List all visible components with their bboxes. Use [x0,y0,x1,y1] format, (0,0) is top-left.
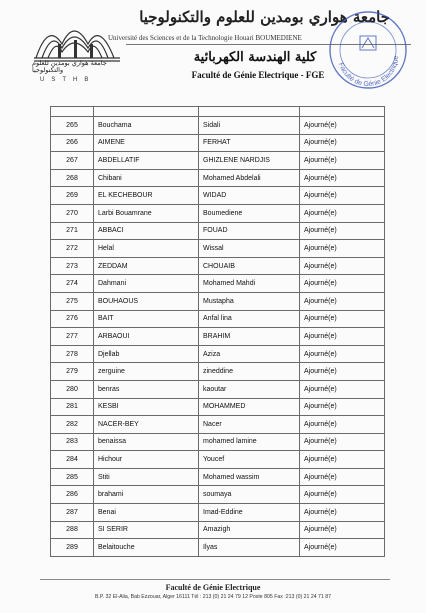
table-row [51,328,385,346]
table-row [51,398,385,416]
row-number: 289 [51,539,94,557]
result-cell: Ajourné(e) [300,363,385,381]
table-row [51,204,385,222]
last-name-cell: Helal [94,240,199,258]
table-row [51,468,385,486]
first-name-cell: Ilyas [199,539,300,557]
first-name-cell: zineddine [199,363,300,381]
result-cell: Ajourné(e) [300,222,385,240]
last-name-cell: Benai [94,504,199,522]
result-cell: Ajourné(e) [300,380,385,398]
table-row [51,486,385,504]
last-name-cell: Stiti [94,468,199,486]
first-name-cell: CHOUAIB [199,257,300,275]
first-name-cell: Anfal lina [199,310,300,328]
usthb-logo [28,14,126,84]
result-cell: Ajourné(e) [300,187,385,205]
table-row [51,240,385,258]
first-name-cell: mohamed lamine [199,433,300,451]
first-name-cell: Wissal [199,240,300,258]
first-name-cell: Mohamed Mahdi [199,275,300,293]
stamp-seal-icon [326,8,410,92]
result-cell: Ajourné(e) [300,240,385,258]
table-row [51,187,385,205]
table-row [51,292,385,310]
table-row [51,416,385,434]
university-title-french: Université des Sciences et de la Technologie Houari BOUMEDIENE [108,34,302,42]
last-name-cell: NACER-BEY [94,416,199,434]
table-row [51,380,385,398]
table-row [51,134,385,152]
first-name-cell: BRAHIM [199,328,300,346]
row-number: 284 [51,451,94,469]
result-cell: Ajourné(e) [300,257,385,275]
table-row [51,345,385,363]
result-cell: Ajourné(e) [300,539,385,557]
first-name-cell: Boumediene [199,204,300,222]
last-name-cell: zerguine [94,363,199,381]
row-number: 288 [51,521,94,539]
row-number: 274 [51,275,94,293]
result-cell: Ajourné(e) [300,451,385,469]
first-name-cell: Amazigh [199,521,300,539]
row-number: 269 [51,187,94,205]
footer-divider [40,579,390,580]
row-number: 287 [51,504,94,522]
table-row-continuation [51,107,385,117]
result-cell: Ajourné(e) [300,292,385,310]
last-name-cell: KESBI [94,398,199,416]
last-name-cell: ZEDDAM [94,257,199,275]
row-number: 283 [51,433,94,451]
row-number: 271 [51,222,94,240]
result-cell: Ajourné(e) [300,486,385,504]
row-number: 267 [51,152,94,170]
result-cell: Ajourné(e) [300,152,385,170]
result-cell: Ajourné(e) [300,345,385,363]
first-name-cell: Mohamed wassim [199,468,300,486]
last-name-cell: benras [94,380,199,398]
result-cell: Ajourné(e) [300,310,385,328]
logo-arabic-name: جامعة هواري بومدين للعلوم والتكنولوجيا [32,59,107,74]
first-name-cell: Sidali [199,117,300,135]
first-name-cell: Aziza [199,345,300,363]
result-cell: Ajourné(e) [300,169,385,187]
result-cell: Ajourné(e) [300,134,385,152]
row-number: 270 [51,204,94,222]
last-name-cell: Dahmani [94,275,199,293]
first-name-cell: WIDAD [199,187,300,205]
table-row [51,222,385,240]
row-number: 281 [51,398,94,416]
row-number: 277 [51,328,94,346]
row-number: 278 [51,345,94,363]
first-name-cell: kaoutar [199,380,300,398]
first-name-cell: Youcef [199,451,300,469]
row-number: 285 [51,468,94,486]
last-name-cell: Chibani [94,169,199,187]
last-name-cell: Larbi Bouamrane [94,204,199,222]
first-name-cell: Nacer [199,416,300,434]
result-cell: Ajourné(e) [300,398,385,416]
row-number: 282 [51,416,94,434]
first-name-cell: Imad-Eddine [199,504,300,522]
last-name-cell: Djellab [94,345,199,363]
last-name-cell: EL KECHEBOUR [94,187,199,205]
row-number: 280 [51,380,94,398]
table-row [51,451,385,469]
footer [0,583,426,600]
table-row [51,310,385,328]
faculty-title-french: Faculté de Génie Electrique - FGE [191,70,325,80]
table-row [51,363,385,381]
result-cell: Ajourné(e) [300,468,385,486]
first-name-cell: GHIZLENE NARDJIS [199,152,300,170]
table-row [51,433,385,451]
table-row [51,152,385,170]
table-row [51,504,385,522]
last-name-cell: BOUHAOUS [94,292,199,310]
logo-letters: USTHB [40,77,96,83]
result-cell: Ajourné(e) [300,328,385,346]
first-name-cell: FERHAT [199,134,300,152]
last-name-cell: Belaitouche [94,539,199,557]
results-table-wrapper [50,106,381,557]
footer-address: B.P. 32 El-Alia, Bab Ezzouar, Alger 16111 Tél : 213 (0) 21 24 79 12 Poste 805 Fax :213 (0) 21 24 71 87 [94,594,332,600]
row-number: 272 [51,240,94,258]
last-name-cell: ARBAOUI [94,328,199,346]
university-title-arabic: جامعة هواري بومدين للعلوم والتكنولوجيا [139,8,390,26]
row-number: 279 [51,363,94,381]
table-row [51,275,385,293]
table-row [51,257,385,275]
stamp-text: Faculté de Génie Electrique [336,55,401,89]
last-name-cell: benaissa [94,433,199,451]
official-stamp [326,8,410,92]
first-name-cell: Mustapha [199,292,300,310]
last-name-cell: SI SERIR [94,521,199,539]
faculty-title-arabic: كلية الهندسة الكهربائية [193,50,317,65]
last-name-cell: ABDELLATIF [94,152,199,170]
result-cell: Ajourné(e) [300,204,385,222]
row-number: 276 [51,310,94,328]
row-number: 265 [51,117,94,135]
row-number: 266 [51,134,94,152]
result-cell: Ajourné(e) [300,416,385,434]
row-number: 286 [51,486,94,504]
last-name-cell: Bouchama [94,117,199,135]
table-row [51,521,385,539]
last-name-cell: AIMENE [94,134,199,152]
result-cell: Ajourné(e) [300,117,385,135]
row-number: 268 [51,169,94,187]
result-cell: Ajourné(e) [300,433,385,451]
table-row [51,539,385,557]
first-name-cell: Mohamed Abdelali [199,169,300,187]
first-name-cell: FOUAD [199,222,300,240]
result-cell: Ajourné(e) [300,275,385,293]
last-name-cell: Hichour [94,451,199,469]
last-name-cell: BAIT [94,310,199,328]
row-number: 275 [51,292,94,310]
result-cell: Ajourné(e) [300,504,385,522]
first-name-cell: MOHAMMED [199,398,300,416]
last-name-cell: ABBACI [94,222,199,240]
svg-text:Faculté de Génie Electrique [337,55,400,88]
results-table [50,106,385,557]
row-number: 273 [51,257,94,275]
table-row [51,169,385,187]
result-cell: Ajourné(e) [300,521,385,539]
footer-faculty-name: Faculté de Génie Electrique [165,583,261,592]
first-name-cell: soumaya [199,486,300,504]
last-name-cell: brahami [94,486,199,504]
table-row [51,117,385,135]
